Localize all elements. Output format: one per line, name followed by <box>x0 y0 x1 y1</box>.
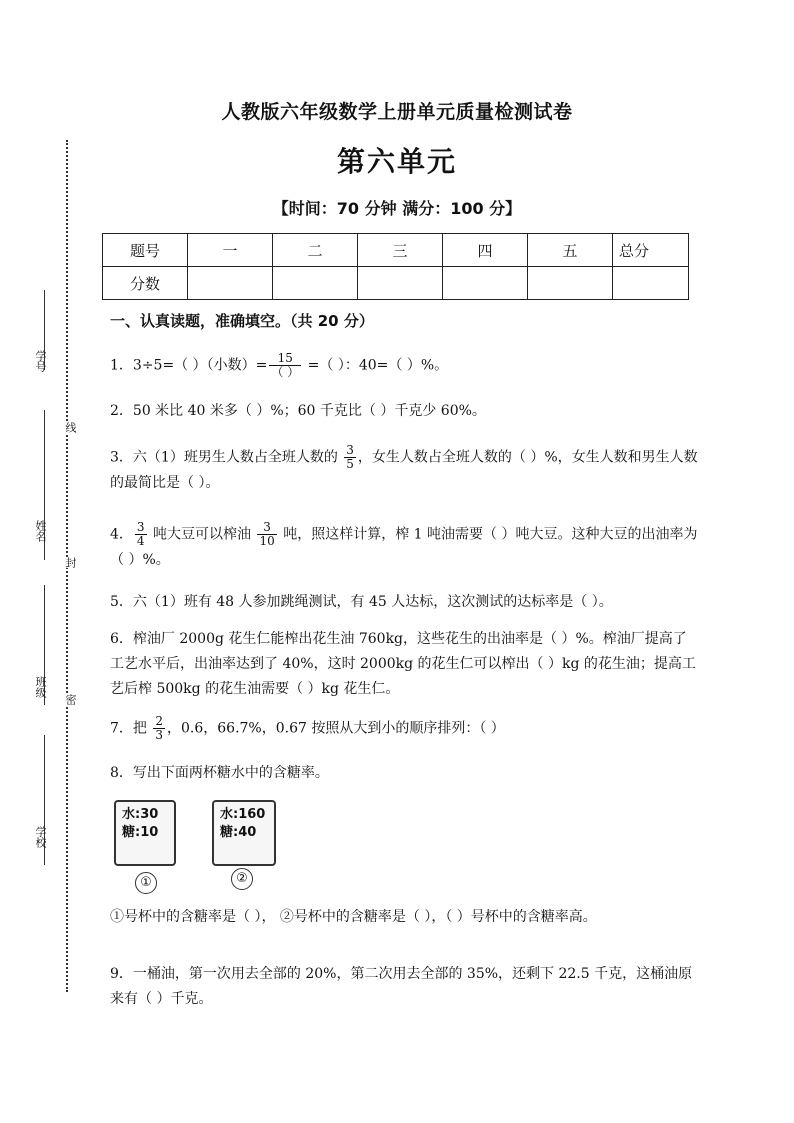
fraction-denominator: 10 <box>259 534 275 548</box>
score-cell[interactable] <box>443 267 528 300</box>
binding-mark-seal: 封 <box>64 557 77 568</box>
score-cell[interactable] <box>358 267 443 300</box>
cup-body <box>114 800 176 866</box>
fraction-numerator: 2 <box>155 714 163 728</box>
student-id-label: 学号 <box>34 350 47 372</box>
score-cell[interactable] <box>273 267 358 300</box>
fraction-denominator: 3 <box>155 728 163 742</box>
score-table-score-row <box>103 267 689 300</box>
table-header-cell: 二 <box>273 234 358 267</box>
question-8: 8．写出下面两杯糖水中的含糖率。 <box>110 765 329 781</box>
q4-fraction-2 <box>257 521 276 548</box>
table-header-cell: 一 <box>188 234 273 267</box>
question-5: 5．六（1）班有 48 人参加跳绳测试，有 45 人达标，这次测试的达标率是（ ）。 <box>110 594 613 610</box>
question-2: 2．50 米比 40 米多（ ）%；60 千克比（ ）千克少 60%。 <box>110 403 486 419</box>
q4-fraction-1 <box>135 521 147 548</box>
cup-sugar-label: 糖:10 <box>122 825 159 840</box>
question-7 <box>110 715 700 742</box>
unit-title: 第六单元 <box>336 145 457 178</box>
q3-text-b: ，女生人数占全班人数的（ ）%，女生人数和男生人数的最简比是（ ）。 <box>110 449 698 491</box>
question-8-answer: ①号杯中的含糖率是（ ）， ②号杯中的含糖率是（ ），（ ）号杯中的含糖率高。 <box>110 909 597 925</box>
fraction-numerator: 3 <box>257 521 276 535</box>
name-label: 姓名 <box>34 520 47 542</box>
q4-text-a: 4． <box>110 526 133 543</box>
table-header-cell: 四 <box>443 234 528 267</box>
fraction-numerator: 3 <box>136 520 145 534</box>
fraction-denominator: 5 <box>346 457 354 471</box>
table-header-cell: 五 <box>528 234 613 267</box>
cup-water-label: 水:160 <box>220 807 266 822</box>
q4-text-c: 吨，照这样计算，榨 1 吨油需要（ ）吨大豆。这种大豆的出油率为（ ）%。 <box>110 526 698 568</box>
q3-fraction <box>344 444 356 471</box>
exam-subtitle: 人教版六年级数学上册单元质量检测试卷 <box>221 101 573 123</box>
cup-water-label: 水:30 <box>122 807 159 822</box>
q7-fraction <box>153 715 165 742</box>
section-title: 一、认真读题，准确填空。（共 20 分） <box>110 312 374 330</box>
q4-text-b: 吨大豆可以榨油 <box>148 526 256 543</box>
cup-1-number: ① <box>135 872 157 894</box>
cup-2-number: ② <box>231 868 253 890</box>
fraction-denominator: 4 <box>136 534 145 548</box>
q7-text-a: 7．把 <box>110 720 152 737</box>
sugar-cup-1 <box>112 800 178 866</box>
binding-mark-line: 线 <box>64 422 77 433</box>
table-header-cell: 三 <box>358 234 443 267</box>
table-header-cell: 题号 <box>103 234 188 267</box>
cup-sugar-label: 糖:40 <box>220 825 257 840</box>
question-1 <box>110 352 700 379</box>
class-label: 班级 <box>34 676 47 698</box>
score-cell[interactable] <box>188 267 273 300</box>
q1-text-a: 1．3÷5=（ ）（小数）= <box>110 357 268 374</box>
score-cell[interactable] <box>528 267 613 300</box>
question-6: 6．榨油厂 2000g 花生仁能榨出花生油 760kg，这些花生的出油率是（ ）%。榨油厂提高了工艺水平后，出油率达到了 40%，这时 2000kg 的花生仁可以榨出（ ）kg 的花生油；提高工艺后榨 500kg 的花生油需要（ ）kg 花生仁。 <box>110 631 696 697</box>
question-9: 9．一桶油，第一次用去全部的 20%，第二次用去全部的 35%，还剩下 22.5 千克，这桶油原来有（ ）千克。 <box>110 966 693 1007</box>
q1-fraction <box>269 352 301 379</box>
exam-meta: 【时间：70 分钟 满分：100 分】 <box>272 199 522 218</box>
score-table <box>102 233 689 300</box>
score-cell[interactable] <box>613 267 689 300</box>
school-label: 学校 <box>34 826 47 848</box>
binding-mark-close: 密 <box>64 694 77 705</box>
fraction-denominator: （ ） <box>271 365 300 379</box>
fraction-numerator: 3 <box>346 443 354 457</box>
q1-text-b: =（ ）：40=（ ）%。 <box>303 357 449 374</box>
cup-body <box>212 800 276 866</box>
score-row-label: 分数 <box>103 267 188 300</box>
sugar-cup-2 <box>210 800 280 866</box>
table-header-cell: 总分 <box>613 234 689 267</box>
fraction-numerator: 15 <box>269 352 301 366</box>
question-4 <box>110 521 700 573</box>
q3-text-a: 3．六（1）班男生人数占全班人数的 <box>110 449 343 466</box>
score-table-header-row <box>103 234 689 267</box>
q7-text-b: ，0.6，66.7%，0.67 按照从大到小的顺序排列：（ ） <box>167 720 505 737</box>
question-3 <box>110 444 700 496</box>
